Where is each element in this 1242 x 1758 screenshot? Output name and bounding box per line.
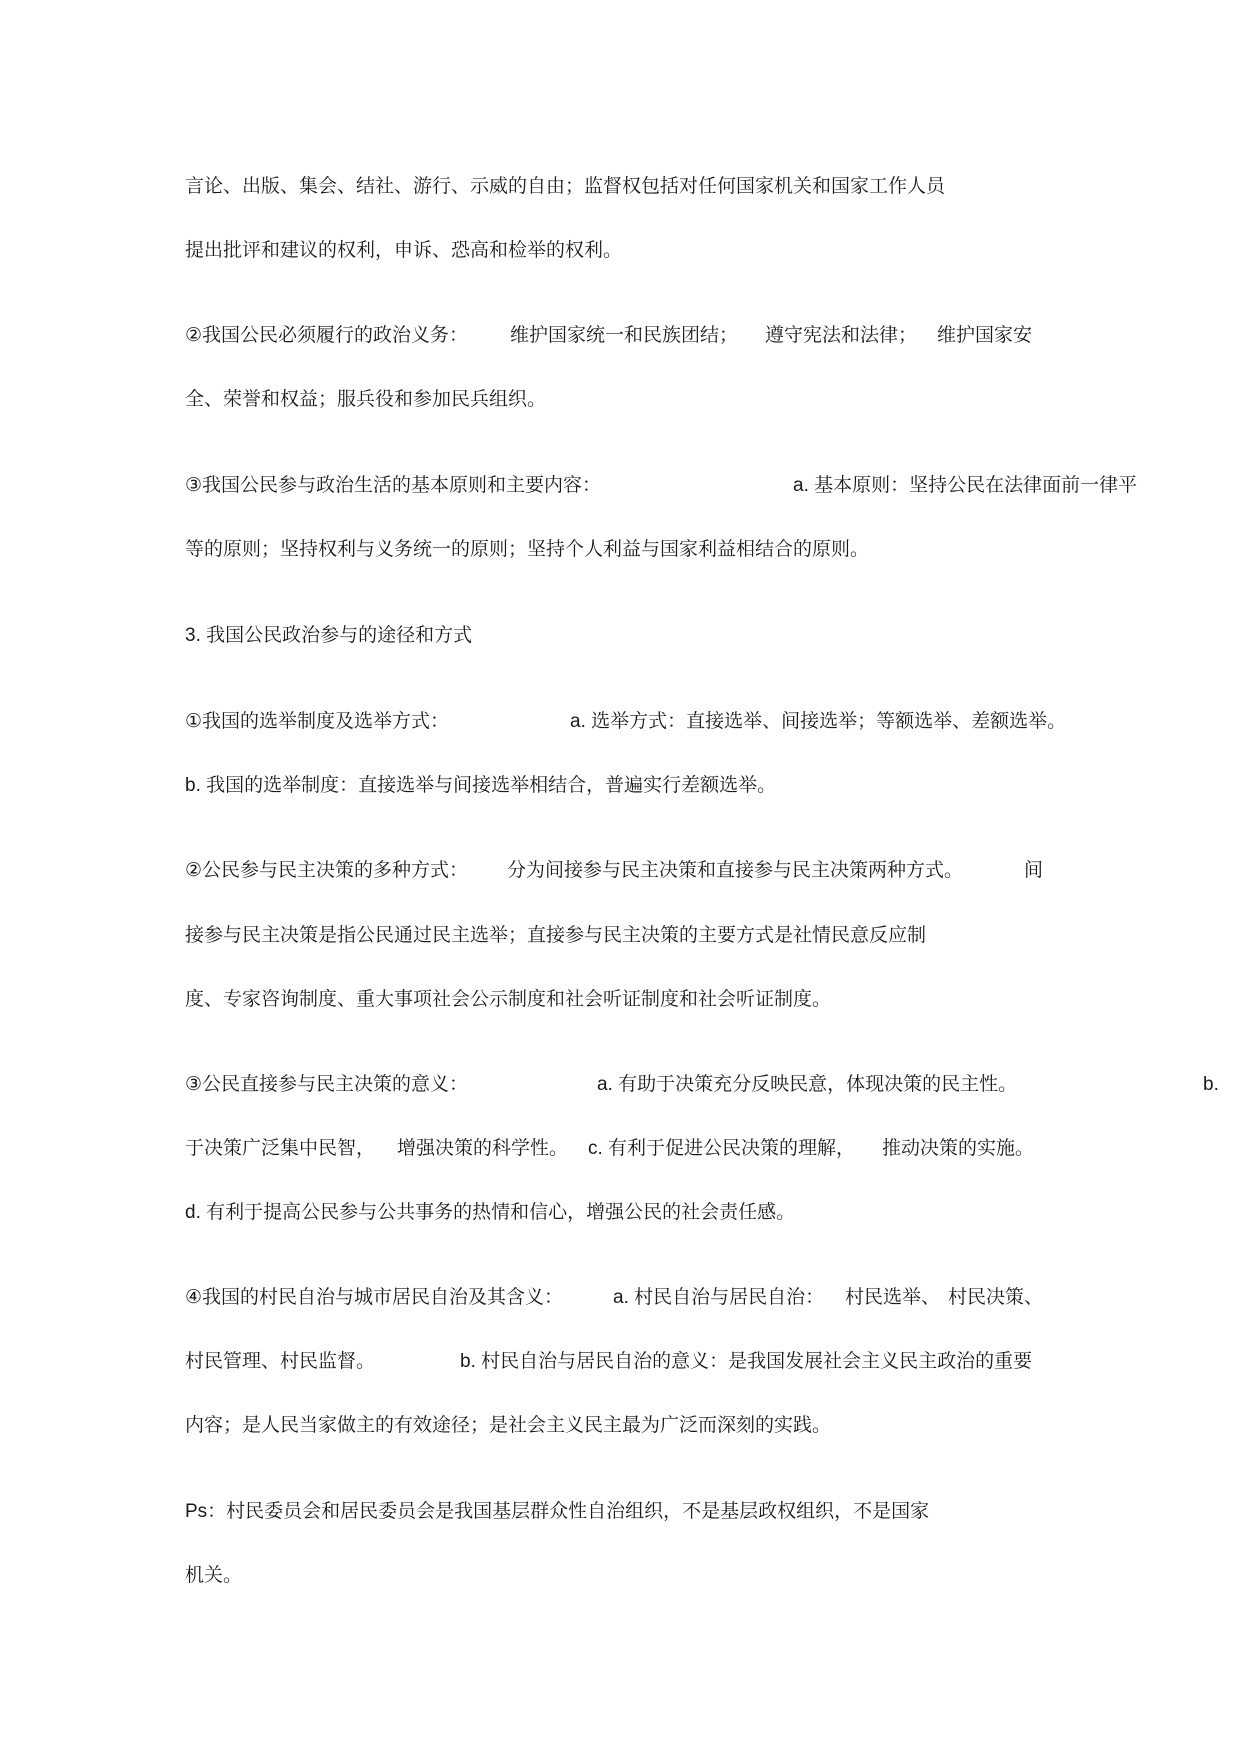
text-segment: b. 我国的选举制度：直接选举与间接选举相结合，普遍实行差额选举。 xyxy=(185,775,777,796)
text-segment: 提出批评和建议的权利，申诉、恐高和检举的权利。 xyxy=(185,240,623,261)
text-line xyxy=(0,709,1242,735)
text-line xyxy=(0,858,1242,884)
text-segment: 于决策广泛集中民智， xyxy=(185,1138,376,1159)
text-segment: b. xyxy=(1203,1074,1219,1095)
text-segment: Ps：村民委员会和居民委员会是我国基层群众性自治组织，不是基层政权组织，不是国家 xyxy=(185,1501,930,1522)
text-line xyxy=(0,1563,1242,1589)
text-segment: 度、专家咨询制度、重大事项社会公示制度和社会听证制度和社会听证制度。 xyxy=(185,989,832,1010)
text-segment: 接参与民主决策是指公民通过民主选举；直接参与民主决策的主要方式是社情民意反应制 xyxy=(185,925,927,946)
text-segment: a. 村民自治与居民自治： xyxy=(613,1287,825,1308)
text-line xyxy=(0,238,1242,264)
text-segment: 言论、出版、集会、结社、游行、示威的自由；监督权包括对任何国家机关和国家工作人员 xyxy=(185,176,946,197)
section-heading xyxy=(0,623,1242,649)
text-segment: 等的原则；坚持权利与义务统一的原则；坚持个人利益与国家利益相结合的原则。 xyxy=(185,539,870,560)
text-segment: ②公民参与民主决策的多种方式： xyxy=(185,860,469,881)
text-segment: 村民决策、 xyxy=(948,1287,1044,1308)
text-line xyxy=(0,1072,1242,1098)
text-line xyxy=(0,1136,1242,1162)
text-line xyxy=(0,174,1242,200)
text-segment: d. 有利于提高公民参与公共事务的热情和信心，增强公民的社会责任感。 xyxy=(185,1202,796,1223)
text-line xyxy=(0,323,1242,349)
text-segment: 村民管理、村民监督。 xyxy=(185,1351,376,1372)
text-segment: a. 基本原则：坚持公民在法律面前一律平 xyxy=(793,475,1138,496)
text-segment: b. 村民自治与居民自治的意义：是我国发展社会主义民主政治的重要 xyxy=(460,1351,1033,1372)
text-segment: a. 有助于决策充分反映民意，体现决策的民主性。 xyxy=(597,1074,1018,1095)
text-segment: c. 有利于促进公民决策的理解， xyxy=(588,1138,856,1159)
text-line xyxy=(0,923,1242,949)
text-line xyxy=(0,1413,1242,1439)
text-line xyxy=(0,537,1242,563)
text-line xyxy=(0,1285,1242,1311)
text-segment: 维护国家统一和民族团结； xyxy=(510,325,739,346)
text-segment: ③我国公民参与政治生活的基本原则和主要内容： xyxy=(185,475,602,496)
text-segment: 维护国家安 xyxy=(937,325,1033,346)
text-segment: 3. 我国公民政治参与的途径和方式 xyxy=(185,625,473,646)
text-line xyxy=(0,1499,1242,1525)
text-segment: a. 选举方式：直接选举、间接选举；等额选举、差额选举。 xyxy=(570,711,1067,732)
text-segment: 推动决策的实施。 xyxy=(882,1138,1035,1159)
text-line xyxy=(0,987,1242,1013)
text-segment: 村民选举、 xyxy=(845,1287,941,1308)
text-line xyxy=(0,1349,1242,1375)
text-segment: 增强决策的科学性。 xyxy=(397,1138,569,1159)
text-segment: 遵守宪法和法律； xyxy=(765,325,918,346)
text-segment: ③公民直接参与民主决策的意义： xyxy=(185,1074,469,1095)
text-segment: 分为间接参与民主决策和直接参与民主决策两种方式。 xyxy=(507,860,964,881)
text-segment: 全、荣誉和权益；服兵役和参加民兵组织。 xyxy=(185,389,547,410)
text-segment: 间 xyxy=(1024,860,1044,881)
text-line xyxy=(0,473,1242,499)
text-segment: 内容；是人民当家做主的有效途径；是社会主义民主最为广泛而深刻的实践。 xyxy=(185,1415,832,1436)
text-segment: 机关。 xyxy=(185,1565,243,1586)
text-line xyxy=(0,773,1242,799)
text-line xyxy=(0,387,1242,413)
text-segment: ④我国的村民自治与城市居民自治及其含义： xyxy=(185,1287,564,1308)
text-segment: ②我国公民必须履行的政治义务： xyxy=(185,325,469,346)
text-segment: ①我国的选举制度及选举方式： xyxy=(185,711,450,732)
text-line xyxy=(0,1200,1242,1226)
